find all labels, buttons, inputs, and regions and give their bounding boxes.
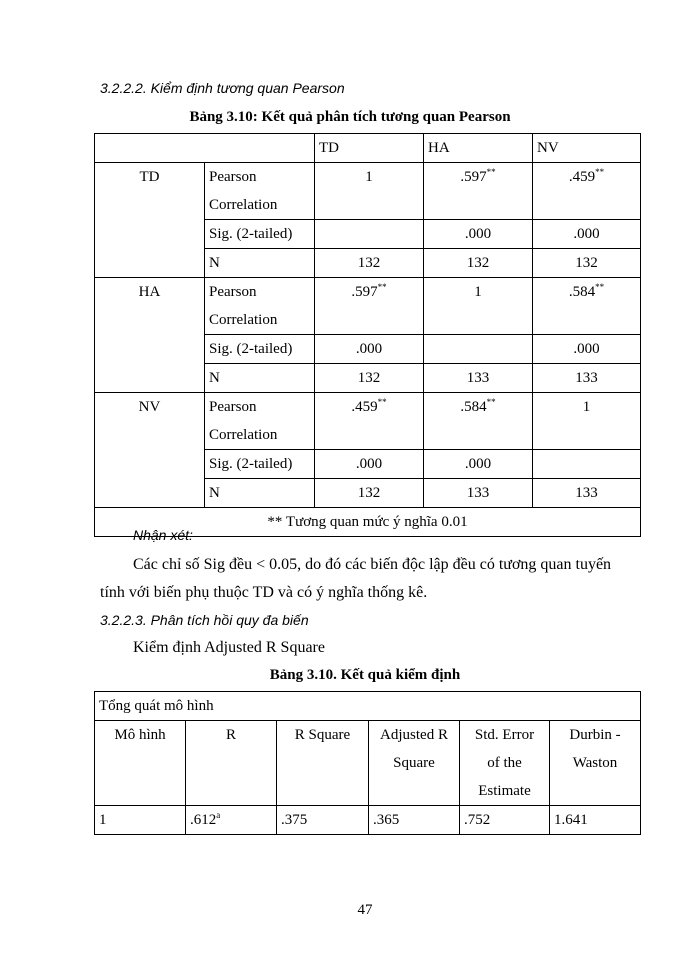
r-cell [186,806,277,835]
pearson-label-line2: Correlation [209,312,278,328]
header-line: Mô hình [114,727,166,743]
correlation-cell [315,163,424,220]
header-line: Waston [572,755,618,771]
value: .597 [351,284,378,300]
value: 1 [582,399,591,415]
pearson-label-line2: Correlation [209,427,278,443]
row-variable: NV [95,393,205,508]
table-row [95,163,641,220]
value: .459 [568,169,596,185]
std-error-cell: .752 [460,806,550,835]
sig-cell [315,220,424,249]
n-label: N [205,249,315,278]
correlation-cell [424,163,533,220]
correlation-cell [533,393,641,450]
r-footnote-marker: a [216,810,221,820]
pearson-correlation-table [94,133,641,537]
table-row [95,806,641,835]
n-cell: 132 [315,249,424,278]
n-label: N [205,364,315,393]
table1-corner [95,134,315,163]
header-line: Adjusted R [380,727,448,743]
r-square-cell: .375 [277,806,369,835]
pearson-label-line2: Correlation [209,197,278,213]
model-cell: 1 [95,806,186,835]
header-line: Std. Error [474,727,535,743]
row-variable: TD [95,163,205,278]
correlation-cell [315,278,424,335]
value: 1 [365,169,373,185]
sig-label: Sig. (2-tailed) [205,220,315,249]
page-number: 47 [357,902,373,918]
correlation-cell [424,393,533,450]
col-header [277,721,369,806]
value: 1 [474,284,482,300]
table1-caption: Bảng 3.10: Kết quả phân tích tương quan Pearson [189,109,511,125]
table2-title-row [95,692,641,721]
sig-label: Sig. (2-tailed) [205,450,315,479]
header-line: of the [487,755,522,771]
sig-cell: .000 [424,220,533,249]
sig-cell: .000 [533,335,641,364]
col-header [369,721,460,806]
col-header [186,721,277,806]
remark-line-2: tính với biến phụ thuộc TD và có ý nghĩa thống kê. [100,584,428,601]
pearson-label [205,163,315,220]
n-cell: 133 [424,364,533,393]
significance-marker: ** [595,282,605,292]
remark-line-1: Các chỉ số Sig đều < 0.05, do đó các biến độc lập đều có tương quan tuyến [133,556,612,573]
value: .584 [460,399,487,415]
n-cell: 132 [533,249,641,278]
correlation-cell [315,393,424,450]
sig-label: Sig. (2-tailed) [205,335,315,364]
section-heading-pearson: 3.2.2.2. Kiểm định tương quan Pearson [100,80,345,96]
row-variable: HA [95,278,205,393]
table1-footnote: ** Tương quan mức ý nghĩa 0.01 [95,508,641,537]
table-row [95,393,641,450]
significance-marker: ** [486,167,496,177]
sig-cell: .000 [424,450,533,479]
header-line: Estimate [478,783,531,799]
pearson-label [205,393,315,450]
sig-cell: .000 [533,220,641,249]
pearson-label-line1: Pearson [209,399,257,415]
significance-marker: ** [595,167,605,177]
sig-cell [424,335,533,364]
value: .584 [568,284,596,300]
n-label: N [205,479,315,508]
sig-cell [533,450,641,479]
correlation-cell [533,278,641,335]
table-row [95,278,641,335]
header-line: Durbin - [569,727,621,743]
pearson-label-line1: Pearson [209,284,257,300]
sig-cell: .000 [315,450,424,479]
pearson-label [205,278,315,335]
header-line: Square [393,755,435,771]
n-cell: 132 [315,364,424,393]
n-cell: 132 [315,479,424,508]
table2-title: Tổng quát mô hình [95,692,641,721]
col-header [550,721,641,806]
col-header [460,721,550,806]
header-line: R [225,727,236,743]
pearson-label-line1: Pearson [209,169,257,185]
r-value: .612 [190,812,217,828]
col-header: HA [424,134,533,163]
correlation-cell [424,278,533,335]
header-line: R Square [294,727,351,743]
table1-header-row [95,134,641,163]
significance-marker: ** [377,282,387,292]
remark-label: Nhận xét: [133,527,193,543]
correlation-cell [533,163,641,220]
adjusted-r-square-line: Kiểm định Adjusted R Square [133,639,325,656]
n-cell: 133 [533,364,641,393]
value: .597 [460,169,487,185]
significance-marker: ** [486,397,496,407]
n-cell: 133 [424,479,533,508]
significance-marker: ** [377,397,387,407]
table2-caption: Bảng 3.10. Kết quả kiểm định [269,667,461,683]
col-header: TD [315,134,424,163]
n-cell: 133 [533,479,641,508]
n-cell: 132 [424,249,533,278]
adjusted-r-square-cell: .365 [369,806,460,835]
section-heading-regression: 3.2.2.3. Phân tích hồi quy đa biến [100,612,309,628]
model-summary-table [94,691,641,835]
durbin-watson-cell: 1.641 [550,806,641,835]
col-header: NV [533,134,641,163]
sig-cell: .000 [315,335,424,364]
col-header [95,721,186,806]
value: .459 [351,399,378,415]
table2-header-row [95,721,641,806]
